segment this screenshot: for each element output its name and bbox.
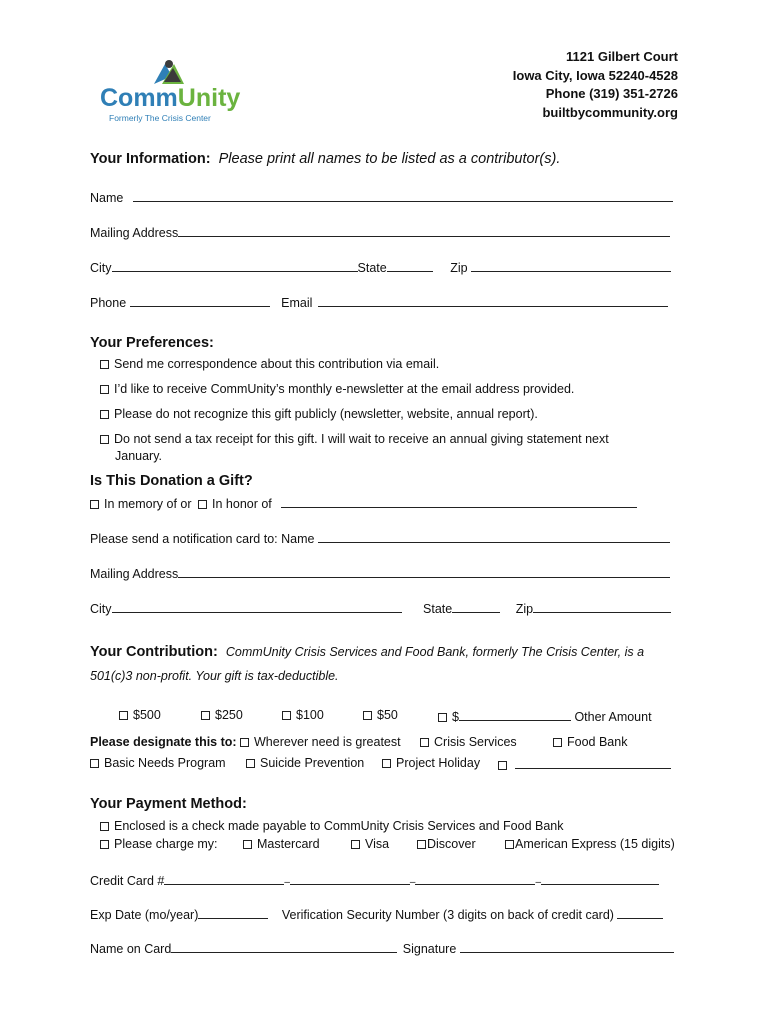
exp-date-field[interactable] [198, 906, 268, 919]
pref-anonymous-checkbox[interactable] [100, 410, 109, 419]
organization-address [513, 48, 678, 122]
name-on-card-row [90, 940, 674, 956]
payment-charge-checkbox[interactable] [100, 840, 109, 849]
card-number-group-2[interactable] [290, 872, 410, 885]
designation-basic-needs-checkbox[interactable] [90, 759, 99, 768]
gift-city-row [90, 600, 671, 616]
email-label: Email [281, 296, 313, 310]
amount-100: $100 [282, 708, 324, 722]
card-number-label: Credit Card # [90, 874, 165, 888]
address-phone: Phone (319) 351-2726 [545, 86, 678, 101]
notify-label: Please send a notification card to: Name [90, 532, 315, 546]
designate-label: Please designate this to: [90, 735, 237, 749]
logo-wordmark: CommUnity [100, 84, 241, 112]
designation-food-bank: Food Bank [553, 735, 627, 749]
gift-state-label: State [423, 602, 453, 616]
logo-mark-icon [148, 58, 188, 86]
city-row [90, 259, 671, 275]
exp-row [90, 906, 663, 922]
amount-50-checkbox[interactable] [363, 711, 372, 720]
amount-other-checkbox[interactable] [438, 713, 447, 722]
state-label: State [357, 261, 387, 275]
signature-field[interactable] [460, 940, 674, 953]
payment-check-checkbox[interactable] [100, 822, 109, 831]
contribution-note-1: CommUnity Crisis Services and Food Bank, formerly The Crisis Center, is a [225, 645, 645, 659]
payment-charge-option: Please charge my: [100, 837, 218, 851]
contribution-heading: Your Contribution: CommUnity Crisis Services and Food Bank, formerly The Crisis Center, is a [90, 644, 645, 660]
pref-anonymous-option: Please do not recognize this gift publicly (newsletter, website, annual report). [100, 407, 538, 421]
designation-suicide-prevention-checkbox[interactable] [246, 759, 255, 768]
card-number-group-1[interactable] [164, 872, 284, 885]
address-website: builtbycommunity.org [542, 104, 678, 120]
in-memory-checkbox[interactable] [90, 500, 99, 509]
card-discover: Discover [417, 837, 476, 851]
gift-mailing-field[interactable] [178, 565, 670, 578]
gift-zip-label: Zip [515, 602, 534, 616]
designation-other-checkbox[interactable] [498, 761, 507, 770]
designation-project-holiday: Project Holiday [382, 756, 480, 770]
designation-crisis-services: Crisis Services [420, 735, 517, 749]
designation-basic-needs: Basic Needs Program [90, 756, 226, 770]
amount-other: $ Other Amount [438, 708, 652, 724]
address-street: 1121 Gilbert Court [566, 49, 678, 64]
in-honor-checkbox[interactable] [198, 500, 207, 509]
designation-project-holiday-checkbox[interactable] [382, 759, 391, 768]
designation-crisis-services-checkbox[interactable] [420, 738, 429, 747]
amount-100-checkbox[interactable] [282, 711, 291, 720]
zip-label: Zip [450, 261, 468, 275]
gift-city-field[interactable] [112, 600, 402, 613]
pref-no-receipt-option: Do not send a tax receipt for this gift. I will wait to receive an annual giving statement next [100, 432, 609, 446]
community-logo [96, 56, 246, 126]
email-field[interactable] [318, 294, 668, 307]
card-number-row: Credit Card # – – – [90, 872, 659, 888]
cvv-label: Verification Security Number (3 digits on back of credit card) [281, 908, 614, 922]
amount-50: $50 [363, 708, 398, 722]
card-discover-checkbox[interactable] [417, 840, 426, 849]
gift-state-field[interactable] [452, 600, 500, 613]
honoree-field[interactable] [281, 495, 637, 508]
in-honor-label: In honor of [212, 497, 272, 511]
address-city: Iowa City, Iowa 52240-4528 [512, 67, 678, 83]
card-number-group-4[interactable] [541, 872, 659, 885]
card-mastercard-checkbox[interactable] [243, 840, 252, 849]
card-mastercard: Mastercard [243, 837, 320, 851]
card-amex: American Express (15 digits) [505, 837, 675, 851]
preferences-heading: Your Preferences: [90, 335, 214, 351]
pref-newsletter-option: I’d like to receive CommUnity’s monthly e-newsletter at the email address provided. [100, 382, 574, 396]
logo-tagline: Formerly The Crisis Center [109, 113, 211, 123]
designation-greatest-need-checkbox[interactable] [240, 738, 249, 747]
mailing-row [90, 224, 670, 240]
gift-city-label: City [90, 602, 112, 616]
amount-250-checkbox[interactable] [201, 711, 210, 720]
gift-mailing-row [90, 565, 670, 581]
designation-other [498, 756, 671, 772]
card-number-group-3[interactable] [415, 872, 535, 885]
phone-field[interactable] [130, 294, 270, 307]
state-field[interactable] [387, 259, 433, 272]
card-visa: Visa [351, 837, 389, 851]
phone-label: Phone [90, 296, 127, 310]
designation-other-field[interactable] [515, 756, 671, 769]
pref-email-checkbox[interactable] [100, 360, 109, 369]
payment-heading: Your Payment Method: [90, 796, 247, 812]
city-field[interactable] [112, 259, 358, 272]
amount-250: $250 [201, 708, 243, 722]
info-instruction: Please print all names to be listed as a contributor(s). [218, 151, 561, 167]
gift-mailing-label: Mailing Address [90, 567, 179, 581]
gift-zip-field[interactable] [533, 600, 671, 613]
pref-email-option: Send me correspondence about this contribution via email. [100, 357, 439, 371]
name-on-card-label: Name on Card [90, 942, 172, 956]
card-visa-checkbox[interactable] [351, 840, 360, 849]
city-label: City [90, 261, 112, 275]
info-heading: Your Information: Please print all names to be listed as a contributor(s). [90, 151, 561, 167]
phone-row [90, 294, 668, 310]
name-on-card-field[interactable] [171, 940, 397, 953]
name-row [90, 189, 673, 205]
zip-field[interactable] [471, 259, 671, 272]
amount-500: $500 [119, 708, 161, 722]
amount-500-checkbox[interactable] [119, 711, 128, 720]
other-amount-label: Other Amount [574, 710, 652, 724]
cvv-field[interactable] [617, 906, 663, 919]
other-amount-field[interactable] [459, 708, 571, 721]
notify-name-field[interactable] [318, 530, 670, 543]
payment-check-option: Enclosed is a check made payable to CommUnity Crisis Services and Food Bank [100, 819, 564, 833]
notify-row [90, 530, 670, 546]
gift-memory-row [90, 495, 637, 511]
name-label: Name [90, 191, 124, 205]
gift-heading: Is This Donation a Gift? [90, 473, 253, 489]
pref-no-receipt-checkbox[interactable] [100, 435, 109, 444]
designation-suicide-prevention: Suicide Prevention [246, 756, 364, 770]
designation-food-bank-checkbox[interactable] [553, 738, 562, 747]
designation-greatest-need: Wherever need is greatest [240, 735, 401, 749]
card-amex-checkbox[interactable] [505, 840, 514, 849]
in-memory-label: In memory of or [104, 497, 192, 511]
exp-date-label: Exp Date (mo/year) [90, 908, 199, 922]
signature-label: Signature [402, 942, 457, 956]
mailing-label: Mailing Address [90, 226, 179, 240]
contribution-note-2: 501(c)3 non-profit. Your gift is tax-deductible. [90, 669, 339, 683]
name-field[interactable] [133, 189, 673, 202]
pref-no-receipt-continued: January. [115, 449, 163, 463]
pref-newsletter-checkbox[interactable] [100, 385, 109, 394]
mailing-address-field[interactable] [178, 224, 670, 237]
